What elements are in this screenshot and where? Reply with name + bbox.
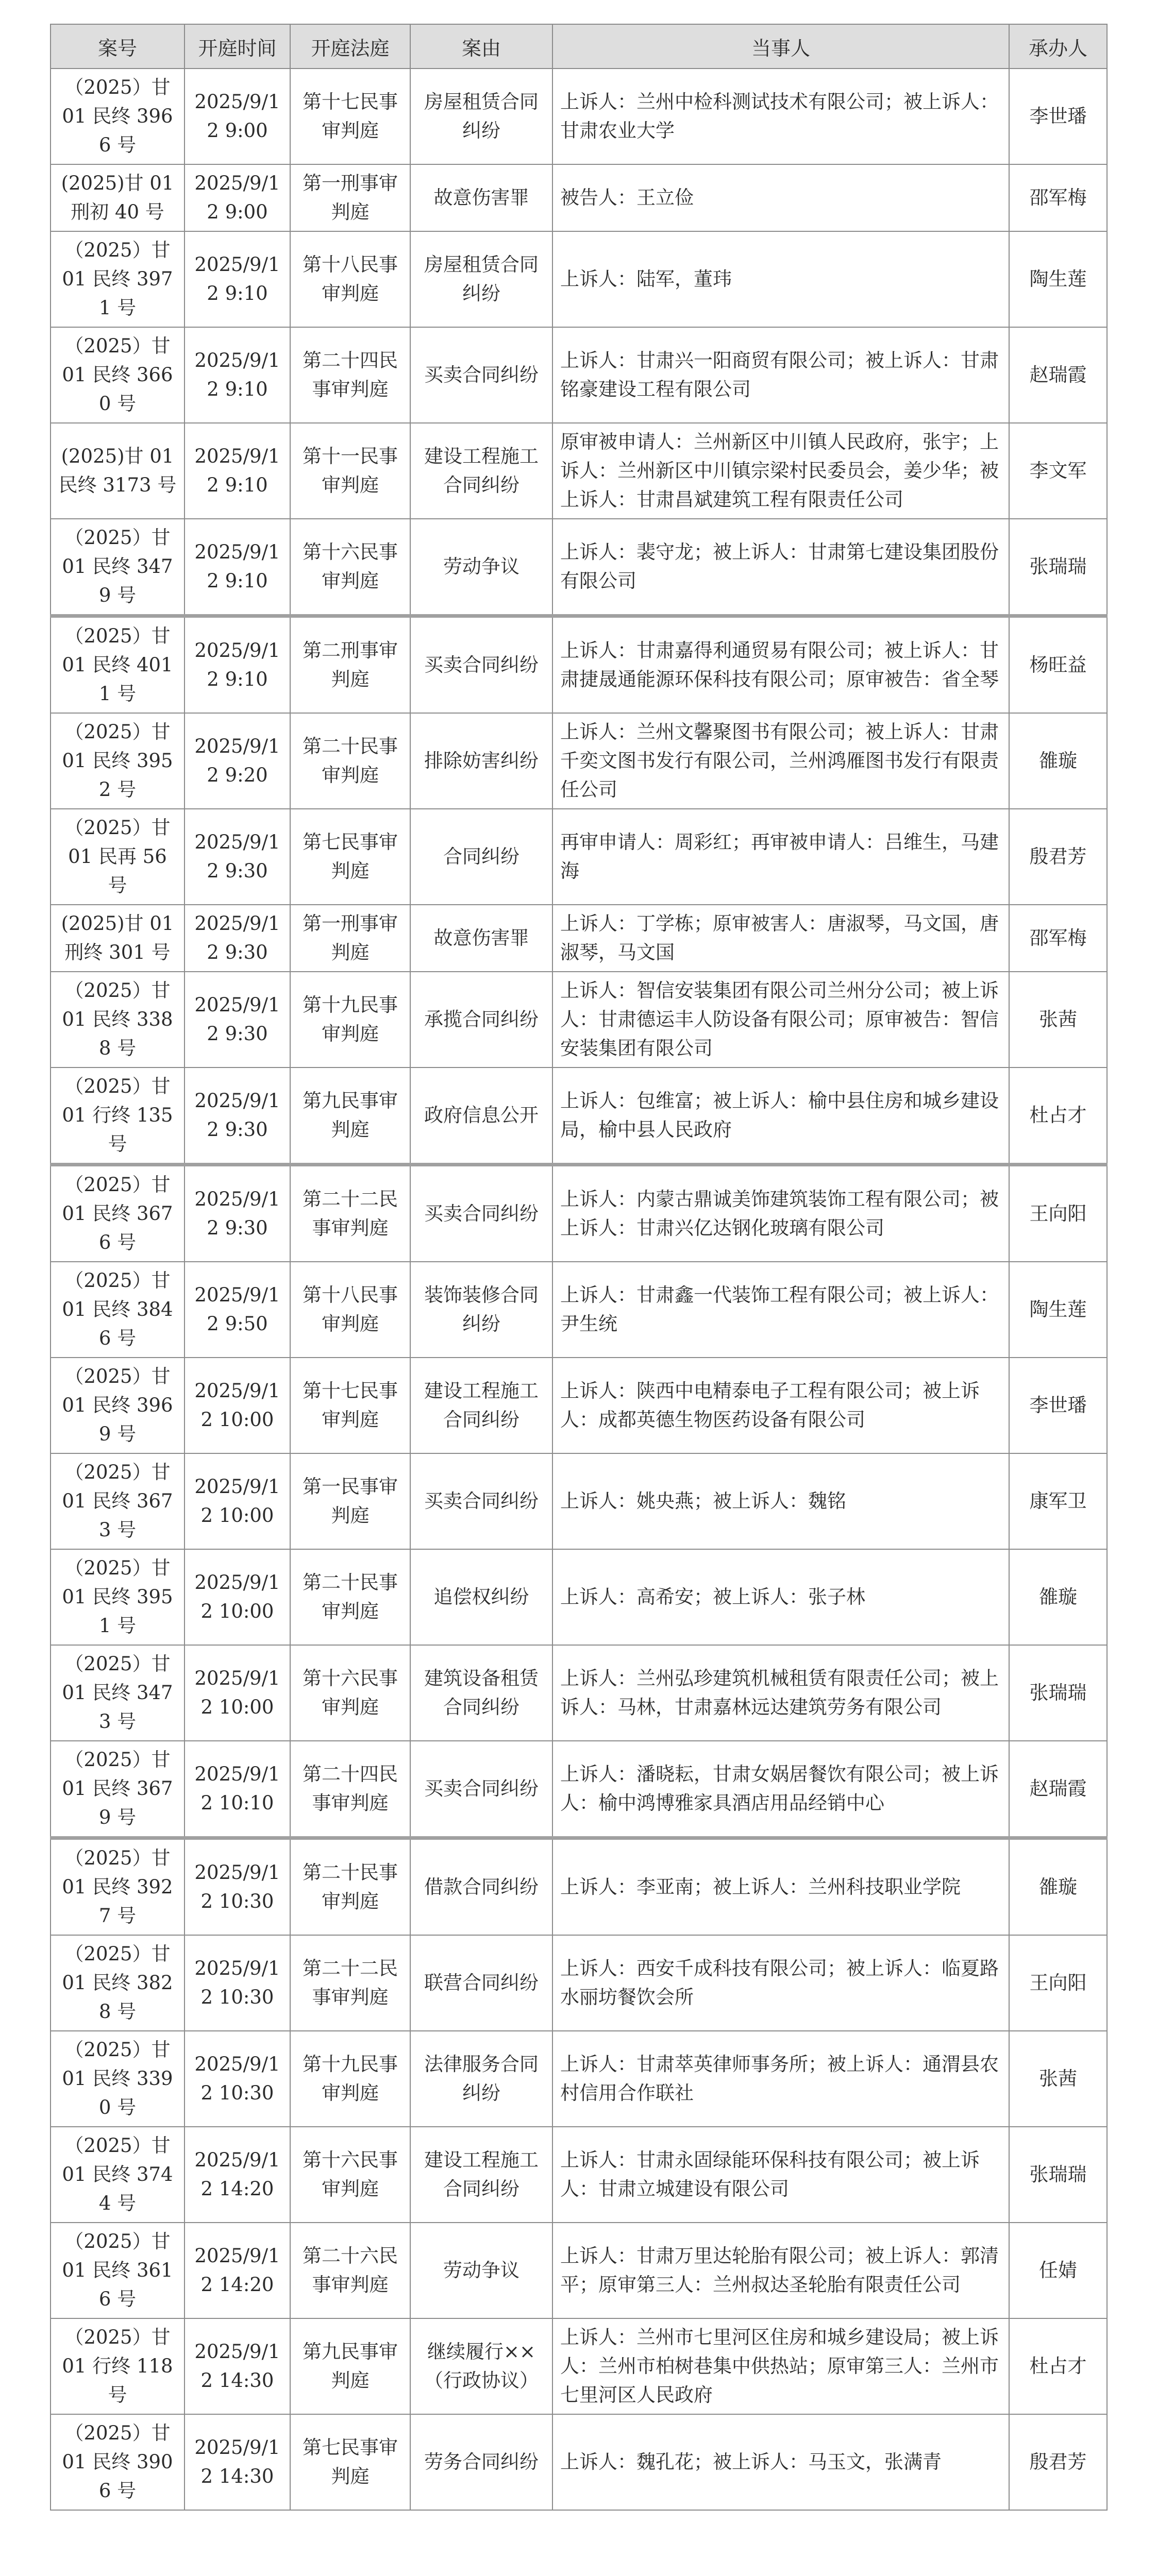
table-row [51, 423, 1107, 519]
table-row [51, 1262, 1107, 1358]
case-number-cell: （2025）甘 01 行终 135 号 [51, 1067, 185, 1165]
judge-cell: 雒璇 [1009, 713, 1107, 809]
case-number-cell: （2025）甘 01 民终 3660 号 [51, 327, 185, 423]
parties-cell: 上诉人：陕西中电精泰电子工程有限公司；被上诉人：成都英德生物医药设备有限公司 [552, 1358, 1009, 1453]
hearing-time-cell: 2025/9/12 10:00 [185, 1453, 290, 1549]
parties-cell: 上诉人：陆军，董玮 [552, 231, 1009, 327]
courtroom-cell: 第十八民事审判庭 [290, 1262, 410, 1358]
judge-cell: 殷君芳 [1009, 2414, 1107, 2510]
case-number-cell: （2025）甘 01 民终 3846 号 [51, 1262, 185, 1358]
hearing-time-cell: 2025/9/12 9:10 [185, 423, 290, 519]
case-number-cell: （2025）甘 01 民终 4011 号 [51, 616, 185, 714]
header-cause: 案由 [410, 24, 552, 69]
courtroom-cell: 第二十四民事审判庭 [290, 327, 410, 423]
case-number-cell: （2025）甘 01 民再 56 号 [51, 809, 185, 905]
courtroom-cell: 第十六民事审判庭 [290, 1645, 410, 1741]
parties-cell: 上诉人：兰州文馨聚图书有限公司；被上诉人：甘肃千奕文图书发行有限公司，兰州鸿雁图书发行有限责任公司 [552, 713, 1009, 809]
header-parties: 当事人 [552, 24, 1009, 69]
judge-cell: 邵军梅 [1009, 164, 1107, 231]
parties-cell: 原审被申请人：兰州新区中川镇人民政府，张宇；上诉人：兰州新区中川镇宗梁村民委员会，姜少华；被上诉人：甘肃昌斌建筑工程有限责任公司 [552, 423, 1009, 519]
judge-cell: 殷君芳 [1009, 809, 1107, 905]
case-cause-cell: 买卖合同纠纷 [410, 616, 552, 714]
case-number-cell: （2025）甘 01 民终 3971 号 [51, 231, 185, 327]
courtroom-cell: 第十九民事审判庭 [290, 2031, 410, 2127]
hearing-time-cell: 2025/9/12 14:30 [185, 2318, 290, 2414]
case-cause-cell: 借款合同纠纷 [410, 1838, 552, 1936]
case-cause-cell: 建设工程施工合同纠纷 [410, 423, 552, 519]
courtroom-cell: 第十六民事审判庭 [290, 2127, 410, 2223]
hearing-time-cell: 2025/9/12 10:10 [185, 1741, 290, 1838]
courtroom-cell: 第一刑事审判庭 [290, 164, 410, 231]
parties-cell: 上诉人：兰州中检科测试技术有限公司；被上诉人：甘肃农业大学 [552, 69, 1009, 164]
case-cause-cell: 故意伤害罪 [410, 164, 552, 231]
courtroom-cell: 第二十六民事审判庭 [290, 2223, 410, 2318]
table-row [51, 1645, 1107, 1741]
table-row [51, 1935, 1107, 2031]
case-cause-cell: 装饰装修合同纠纷 [410, 1262, 552, 1358]
case-number-cell: （2025）甘 01 民终 3966 号 [51, 69, 185, 164]
table-row [51, 69, 1107, 164]
case-number-cell: （2025）甘 01 民终 3673 号 [51, 1453, 185, 1549]
case-number-cell: （2025）甘 01 民终 3927 号 [51, 1838, 185, 1936]
hearing-time-cell: 2025/9/12 9:10 [185, 519, 290, 616]
table-row [51, 1067, 1107, 1165]
hearing-schedule [50, 24, 1106, 2511]
case-cause-cell: 劳务合同纠纷 [410, 2414, 552, 2510]
case-cause-cell: 买卖合同纠纷 [410, 1741, 552, 1838]
judge-cell: 雒璇 [1009, 1838, 1107, 1936]
table-row [51, 972, 1107, 1067]
table-row [51, 809, 1107, 905]
case-number-cell: （2025）甘 01 民终 3676 号 [51, 1165, 185, 1262]
courtroom-cell: 第二十二民事审判庭 [290, 1935, 410, 2031]
case-cause-cell: 故意伤害罪 [410, 905, 552, 972]
judge-cell: 王向阳 [1009, 1935, 1107, 2031]
header-case-no: 案号 [51, 24, 185, 69]
case-cause-cell: 劳动争议 [410, 2223, 552, 2318]
case-cause-cell: 承揽合同纠纷 [410, 972, 552, 1067]
parties-cell: 被告人：王立俭 [552, 164, 1009, 231]
parties-cell: 上诉人：智信安装集团有限公司兰州分公司；被上诉人：甘肃德运丰人防设备有限公司；原审被告：智信安装集团有限公司 [552, 972, 1009, 1067]
hearing-time-cell: 2025/9/12 10:30 [185, 2031, 290, 2127]
courtroom-cell: 第十七民事审判庭 [290, 1358, 410, 1453]
hearing-time-cell: 2025/9/12 9:10 [185, 327, 290, 423]
courtroom-cell: 第二刑事审判庭 [290, 616, 410, 714]
parties-cell: 上诉人：高希安；被上诉人：张子林 [552, 1549, 1009, 1645]
courtroom-cell: 第一刑事审判庭 [290, 905, 410, 972]
case-number-cell: （2025）甘 01 民终 3828 号 [51, 1935, 185, 2031]
table-row [51, 1741, 1107, 1838]
case-cause-cell: 法律服务合同纠纷 [410, 2031, 552, 2127]
courtroom-cell: 第十九民事审判庭 [290, 972, 410, 1067]
judge-cell: 张瑞瑞 [1009, 2127, 1107, 2223]
parties-cell: 上诉人：兰州市七里河区住房和城乡建设局；被上诉人：兰州市柏树巷集中供热站；原审第三人：兰州市七里河区人民政府 [552, 2318, 1009, 2414]
table-row [51, 1165, 1107, 1262]
header-time: 开庭时间 [185, 24, 290, 69]
judge-cell: 康军卫 [1009, 1453, 1107, 1549]
case-cause-cell: 建设工程施工合同纠纷 [410, 2127, 552, 2223]
case-cause-cell: 联营合同纠纷 [410, 1935, 552, 2031]
table-row [51, 905, 1107, 972]
courtroom-cell: 第二十二民事审判庭 [290, 1165, 410, 1262]
parties-cell: 上诉人：甘肃鑫一代装饰工程有限公司；被上诉人：尹生统 [552, 1262, 1009, 1358]
table-row [51, 2414, 1107, 2510]
table-row [51, 2223, 1107, 2318]
table-row [51, 2127, 1107, 2223]
hearing-time-cell: 2025/9/12 9:50 [185, 1262, 290, 1358]
courtroom-cell: 第七民事审判庭 [290, 809, 410, 905]
parties-cell: 上诉人：西安千成科技有限公司；被上诉人：临夏路水丽坊餐饮会所 [552, 1935, 1009, 2031]
hearing-time-cell: 2025/9/12 10:00 [185, 1549, 290, 1645]
parties-cell: 上诉人：甘肃兴一阳商贸有限公司；被上诉人：甘肃铭豪建设工程有限公司 [552, 327, 1009, 423]
judge-cell: 张瑞瑞 [1009, 1645, 1107, 1741]
case-cause-cell: 追偿权纠纷 [410, 1549, 552, 1645]
case-number-cell: （2025）甘 01 民终 3388 号 [51, 972, 185, 1067]
courtroom-cell: 第十一民事审判庭 [290, 423, 410, 519]
case-number-cell: （2025）甘 01 民终 3951 号 [51, 1549, 185, 1645]
hearing-time-cell: 2025/9/12 9:30 [185, 1067, 290, 1165]
hearing-time-cell: 2025/9/12 9:10 [185, 231, 290, 327]
courtroom-cell: 第二十四民事审判庭 [290, 1741, 410, 1838]
parties-cell: 上诉人：兰州弘珍建筑机械租赁有限责任公司；被上诉人：马林，甘肃嘉林远达建筑劳务有限公司 [552, 1645, 1009, 1741]
judge-cell: 王向阳 [1009, 1165, 1107, 1262]
case-number-cell: （2025）甘 01 民终 3969 号 [51, 1358, 185, 1453]
courtroom-cell: 第十七民事审判庭 [290, 69, 410, 164]
hearing-time-cell: 2025/9/12 9:20 [185, 713, 290, 809]
case-cause-cell: 政府信息公开 [410, 1067, 552, 1165]
judge-cell: 张茜 [1009, 972, 1107, 1067]
judge-cell: 李世璠 [1009, 1358, 1107, 1453]
judge-cell: 张茜 [1009, 2031, 1107, 2127]
header-row [51, 24, 1107, 69]
courtroom-cell: 第一民事审判庭 [290, 1453, 410, 1549]
case-cause-cell: 建筑设备租赁合同纠纷 [410, 1645, 552, 1741]
case-number-cell: (2025)甘 01 刑终 301 号 [51, 905, 185, 972]
case-number-cell: （2025）甘 01 行终 118 号 [51, 2318, 185, 2414]
judge-cell: 任婧 [1009, 2223, 1107, 2318]
hearing-time-cell: 2025/9/12 9:10 [185, 616, 290, 714]
parties-cell: 上诉人：魏孔花；被上诉人：马玉文，张满青 [552, 2414, 1009, 2510]
courtroom-cell: 第十六民事审判庭 [290, 519, 410, 616]
header-judge: 承办人 [1009, 24, 1107, 69]
case-cause-cell: 房屋租赁合同纠纷 [410, 69, 552, 164]
hearing-time-cell: 2025/9/12 10:30 [185, 1935, 290, 2031]
courtroom-cell: 第七民事审判庭 [290, 2414, 410, 2510]
judge-cell: 李世璠 [1009, 69, 1107, 164]
judge-cell: 赵瑞霞 [1009, 1741, 1107, 1838]
parties-cell: 上诉人：内蒙古鼎诚美饰建筑装饰工程有限公司；被上诉人：甘肃兴亿达钢化玻璃有限公司 [552, 1165, 1009, 1262]
table-row [51, 519, 1107, 616]
table-row [51, 1453, 1107, 1549]
hearing-time-cell: 2025/9/12 9:30 [185, 1165, 290, 1262]
case-cause-cell: 劳动争议 [410, 519, 552, 616]
parties-cell: 再审申请人：周彩红；再审被申请人：吕维生，马建海 [552, 809, 1009, 905]
parties-cell: 上诉人：裴守龙；被上诉人：甘肃第七建设集团股份有限公司 [552, 519, 1009, 616]
parties-cell: 上诉人：甘肃永固绿能环保科技有限公司；被上诉人：甘肃立城建设有限公司 [552, 2127, 1009, 2223]
table-body [51, 69, 1107, 2510]
parties-cell: 上诉人：甘肃嘉得利通贸易有限公司；被上诉人：甘肃捷晟通能源环保科技有限公司；原审被告：省全琴 [552, 616, 1009, 714]
judge-cell: 邵军梅 [1009, 905, 1107, 972]
case-number-cell: (2025)甘 01 刑初 40 号 [51, 164, 185, 231]
table-row [51, 231, 1107, 327]
table-row [51, 327, 1107, 423]
header-court: 开庭法庭 [290, 24, 410, 69]
hearing-time-cell: 2025/9/12 10:00 [185, 1645, 290, 1741]
case-cause-cell: 房屋租赁合同纠纷 [410, 231, 552, 327]
case-cause-cell: 买卖合同纠纷 [410, 1165, 552, 1262]
courtroom-cell: 第二十民事审判庭 [290, 1549, 410, 1645]
case-cause-cell: 买卖合同纠纷 [410, 327, 552, 423]
case-cause-cell: 继续履行××（行政协议） [410, 2318, 552, 2414]
hearing-time-cell: 2025/9/12 14:30 [185, 2414, 290, 2510]
judge-cell: 杜占才 [1009, 1067, 1107, 1165]
courtroom-cell: 第十八民事审判庭 [290, 231, 410, 327]
hearing-time-cell: 2025/9/12 10:30 [185, 1838, 290, 1936]
parties-cell: 上诉人：甘肃万里达轮胎有限公司；被上诉人：郭清平；原审第三人：兰州叔达圣轮胎有限责任公司 [552, 2223, 1009, 2318]
table-row [51, 1838, 1107, 1936]
judge-cell: 陶生莲 [1009, 231, 1107, 327]
case-number-cell: （2025）甘 01 民终 3952 号 [51, 713, 185, 809]
parties-cell: 上诉人：丁学栋；原审被害人：唐淑琴，马文国，唐淑琴，马文国 [552, 905, 1009, 972]
case-cause-cell: 建设工程施工合同纠纷 [410, 1358, 552, 1453]
table-row [51, 713, 1107, 809]
case-number-cell: （2025）甘 01 民终 3679 号 [51, 1741, 185, 1838]
case-cause-cell: 买卖合同纠纷 [410, 1453, 552, 1549]
parties-cell: 上诉人：潘晓耘，甘肃女娲居餐饮有限公司；被上诉人：榆中鸿博雅家具酒店用品经销中心 [552, 1741, 1009, 1838]
table-row [51, 2031, 1107, 2127]
case-number-cell: （2025）甘 01 民终 3473 号 [51, 1645, 185, 1741]
courtroom-cell: 第九民事审判庭 [290, 1067, 410, 1165]
judge-cell: 李文军 [1009, 423, 1107, 519]
courtroom-cell: 第二十民事审判庭 [290, 1838, 410, 1936]
table-row [51, 616, 1107, 714]
case-number-cell: （2025）甘 01 民终 3390 号 [51, 2031, 185, 2127]
hearing-time-cell: 2025/9/12 14:20 [185, 2127, 290, 2223]
parties-cell: 上诉人：包维富；被上诉人：榆中县住房和城乡建设局，榆中县人民政府 [552, 1067, 1009, 1165]
hearing-time-cell: 2025/9/12 9:00 [185, 164, 290, 231]
hearing-time-cell: 2025/9/12 10:00 [185, 1358, 290, 1453]
hearing-time-cell: 2025/9/12 9:30 [185, 809, 290, 905]
hearing-time-cell: 2025/9/12 9:00 [185, 69, 290, 164]
parties-cell: 上诉人：甘肃萃英律师事务所；被上诉人：通渭县农村信用合作联社 [552, 2031, 1009, 2127]
judge-cell: 雒璇 [1009, 1549, 1107, 1645]
case-cause-cell: 合同纠纷 [410, 809, 552, 905]
judge-cell: 杜占才 [1009, 2318, 1107, 2414]
hearing-time-cell: 2025/9/12 14:20 [185, 2223, 290, 2318]
parties-cell: 上诉人：姚央燕；被上诉人：魏铭 [552, 1453, 1009, 1549]
hearing-time-cell: 2025/9/12 9:30 [185, 905, 290, 972]
hearing-time-cell: 2025/9/12 9:30 [185, 972, 290, 1067]
judge-cell: 张瑞瑞 [1009, 519, 1107, 616]
hearing-table [50, 24, 1108, 2511]
case-number-cell: (2025)甘 01 民终 3173 号 [51, 423, 185, 519]
table-row [51, 2318, 1107, 2414]
case-number-cell: （2025）甘 01 民终 3479 号 [51, 519, 185, 616]
case-number-cell: （2025）甘 01 民终 3744 号 [51, 2127, 185, 2223]
case-cause-cell: 排除妨害纠纷 [410, 713, 552, 809]
case-number-cell: （2025）甘 01 民终 3616 号 [51, 2223, 185, 2318]
courtroom-cell: 第九民事审判庭 [290, 2318, 410, 2414]
judge-cell: 杨旺益 [1009, 616, 1107, 714]
table-row [51, 1549, 1107, 1645]
case-number-cell: （2025）甘 01 民终 3906 号 [51, 2414, 185, 2510]
parties-cell: 上诉人：李亚南；被上诉人：兰州科技职业学院 [552, 1838, 1009, 1936]
table-row [51, 164, 1107, 231]
judge-cell: 赵瑞霞 [1009, 327, 1107, 423]
courtroom-cell: 第二十民事审判庭 [290, 713, 410, 809]
judge-cell: 陶生莲 [1009, 1262, 1107, 1358]
table-row [51, 1358, 1107, 1453]
